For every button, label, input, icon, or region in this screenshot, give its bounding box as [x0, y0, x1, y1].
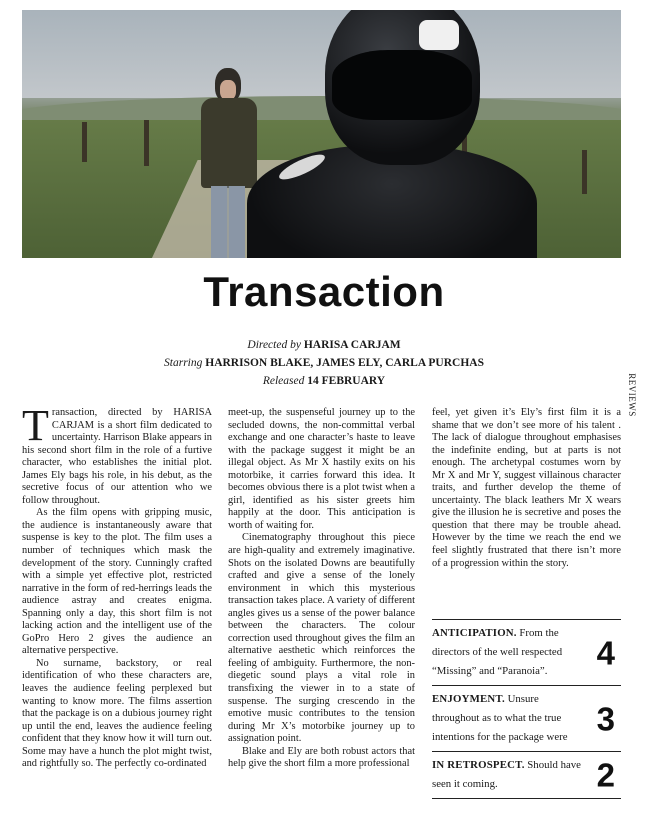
- credit-starring: Starring HARRISON BLAKE, JAMES ELY, CARLA PURCHAS: [164, 357, 484, 369]
- credit-director: Directed by HARISA CARJAM: [247, 339, 401, 351]
- article-title: Transaction: [203, 268, 445, 315]
- body-paragraph: No surname, backstory, or real identification of who these characters are, leaves the audience feeling perplexed but wanting to know more. The films assertion that the package is on a dubious journey right up until the end, leaves the audience feeling confident that they know how it will turn out. Some may have a hunch the plot might twist, and rightfully so. The perfectly co-ordinated: [22, 657, 212, 770]
- body-column-3: [432, 407, 621, 570]
- fence-post: [144, 120, 149, 166]
- fence-post: [582, 150, 587, 194]
- body-paragraph-continued: meet-up, the suspenseful journey up to the secluded downs, the non-committal verbal exchange and one character’s haste to leave with the package suggest it might be an illegal object. As Mr X hastily exits on his motorbike, it carries forward this idea. It becomes obvious there is a plot twist when a girl, identified as his sister greets him happily at the door. This anticipation is worth of waiting for.: [228, 407, 415, 531]
- body-paragraph-continued: feel, yet given it’s Ely’s first film it is a shame that we don’t see more of his talent . The lack of dialogue throughout emphasises the indefinite ending, but at parts is not enough. The archetypal costumes worn by Mr X and Mr Y, suggest villainous character traits, and further develop the theme of uncertainty. The black leathers Mr X wears give the illusion he is secretive and poses the question that there may be trouble ahead. However by the time we reach the end we feel slightly frustrated that there isn’t more of a progression within the story.: [432, 407, 621, 569]
- body-paragraph: Blake and Ely are both robust actors that help give the short film a more professional: [228, 745, 415, 770]
- section-label: REVIEWS: [626, 373, 637, 417]
- rating-score: 2: [596, 756, 615, 794]
- body-paragraph: Transaction, directed by HARISA CARJAM is a short film dedicated to uncertainty. Harrison Blake appears in his second short film in the role of a furtive character, who establishes the initial plot. James Ely bags his role, in his debut, as the secretive focus of our attention who we follow throughout.: [22, 401, 212, 506]
- fence-post: [82, 122, 87, 162]
- photo-figure-helmet: [247, 10, 537, 258]
- ratings-box: [432, 619, 621, 799]
- rating-retrospect: IN RETROSPECT. Should have seen it coming. 2: [432, 751, 621, 799]
- rating-anticipation: ANTICIPATION. From the directors of the well respected “Missing” and “Paranoia”. 4: [432, 619, 621, 685]
- rating-score: 3: [596, 700, 615, 737]
- drop-cap: T: [22, 401, 49, 450]
- body-paragraph: Cinematography throughout this piece are high-quality and extremely imaginative. Shots on the isolated Downs are beautifully crafted and give a sense of the lonely environment in which this mysterious transaction takes place. A variety of different angles gives us a sense of the power balance between the characters. The colour correction used throughout gives the film an alternative aesthetic which reinforces the feeling of ambiguity. Furthermore, the non-diegetic sound plays a vital role in transfixing the viewer in to a state of suspense. The surging crescendo in the emotive music contributes to the tension during Mr X’s motorbike journey up to assignation point.: [228, 532, 415, 745]
- body-paragraph: As the film opens with gripping music, the audience is instantaneously aware that suspense is key to the plot. The film uses a number of techniques which mask the development of the story. Cunningly crafted with a simple yet effective plot, restricted narrative in the form of red-herrings leads the audience astray and creates enigma. Spanning only a day, this short film is not lacking action and the intelligent use of the GoPro Hero 2 gives the audience an alternative perspective.: [22, 507, 212, 657]
- rating-enjoyment: ENJOYMENT. Unsure throughout as to what the true intentions for the package were 3: [432, 685, 621, 751]
- body-column-2: [228, 407, 415, 771]
- film-credits: [0, 336, 648, 390]
- hero-photo: [22, 10, 621, 258]
- body-column-1: [22, 401, 212, 771]
- rating-score: 4: [596, 634, 615, 671]
- credit-released: Released 14 FEBRUARY: [262, 375, 386, 387]
